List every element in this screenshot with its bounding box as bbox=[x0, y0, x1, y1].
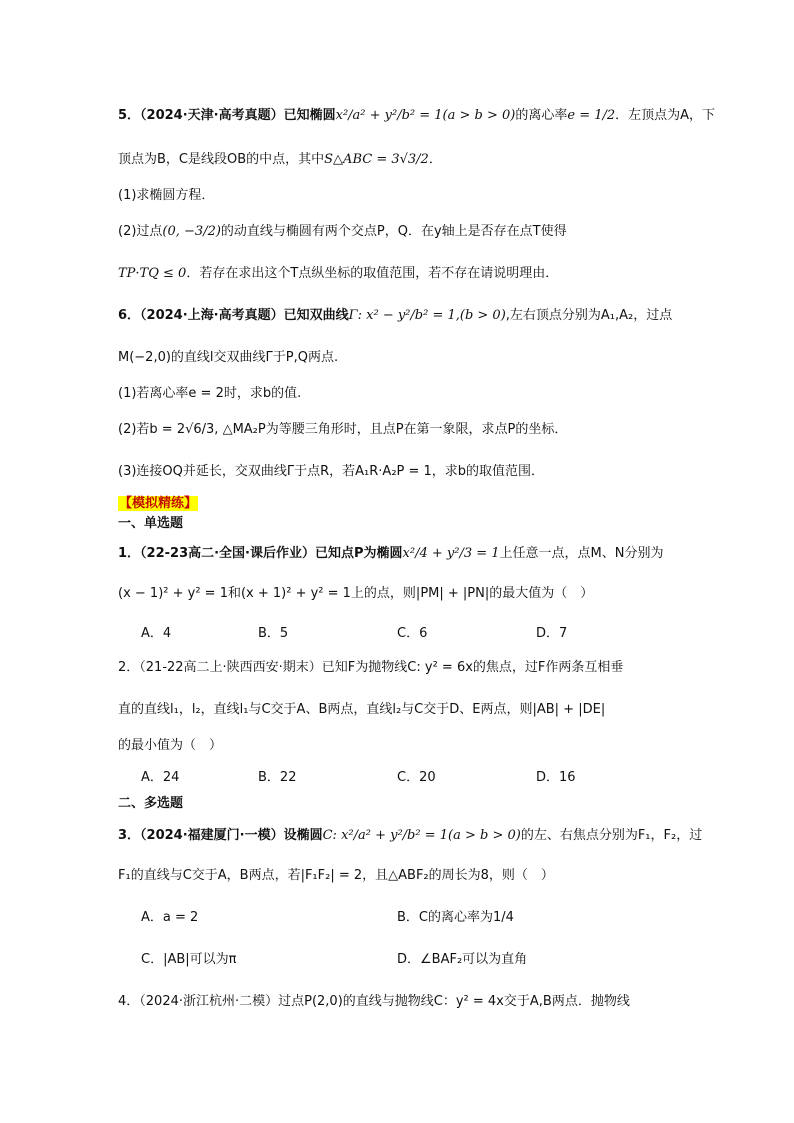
q5-line1 bbox=[118, 106, 715, 126]
m2-line3: 的最小值为（ ） bbox=[118, 738, 223, 753]
q6-line2: M(−2,0)的直线l交双曲线Γ于P,Q两点. bbox=[118, 350, 339, 365]
m3-line2: F₁的直线与C交于A，B两点，若|F₁F₂| = 2，且△ABF₂的周长为8，则（ ） bbox=[118, 868, 554, 883]
m2-option-c: C．20 bbox=[397, 770, 436, 785]
q6-line1 bbox=[118, 306, 672, 326]
m2-option-d: D．16 bbox=[536, 770, 576, 785]
m1-line1 bbox=[118, 544, 663, 564]
m1-option-d: D．7 bbox=[536, 626, 568, 641]
m2-option-b: B．22 bbox=[258, 770, 297, 785]
q5-part2-d: ．若存在求出这个T点纵坐标的取值范围，若不存在请说明理由． bbox=[186, 266, 559, 281]
m3-option-a: A．a = 2 bbox=[141, 910, 199, 925]
section-single-choice: 一、单选题 bbox=[118, 516, 184, 531]
m2-line2: 直的直线l₁，l₂，直线l₁与C交于A、B两点，直线l₂与C交于D、E两点，则|AB| + |DE| bbox=[118, 702, 606, 717]
practice-tag bbox=[118, 494, 198, 514]
q5-lead: 5．（2024·天津·高考真题）已知椭圆 bbox=[118, 108, 336, 123]
q5-end: ．左顶点为A，下 bbox=[615, 108, 716, 123]
m3-line1-end: 的左、右焦点分别为F₁，F₂，过 bbox=[520, 828, 703, 843]
practice-tag-label: 【模拟精练】 bbox=[119, 496, 198, 511]
q5-part1: (1)求椭圆方程． bbox=[118, 188, 215, 203]
q5-part2-b: 的动直线与椭圆有两个交点P，Q．在y轴上是否存在点T使得 bbox=[220, 224, 567, 239]
q5-part2 bbox=[118, 222, 567, 242]
m2-line1: 2．（21-22高二上·陕西西安·期末）已知F为抛物线C: y² = 6x的焦点，过F作两条互相垂 bbox=[118, 660, 624, 675]
q5-line2-end: ． bbox=[428, 152, 442, 167]
q5-area: S△ABC = 3√3/2 bbox=[324, 152, 429, 167]
q5-line2 bbox=[118, 150, 442, 170]
m1-lead: 1．（22-23高二·全国·课后作业）已知点P为椭圆 bbox=[118, 546, 403, 561]
m3-lead: 3．（2024·福建厦门·一模）设椭圆 bbox=[118, 828, 323, 843]
q6-part3: (3)连接OQ并延长，交双曲线Γ于点R，若A₁R·A₂P = 1，求b的取值范围． bbox=[118, 464, 545, 479]
m3-option-d: D．∠BAF₂可以为直角 bbox=[397, 952, 528, 967]
q5-ellipse-eq: x²/a² + y²/b² = 1(a > b > 0) bbox=[335, 108, 516, 123]
section-multi-choice: 二、多选题 bbox=[118, 796, 184, 811]
m4-line1: 4．（2024·浙江杭州·二模）过点P(2,0)的直线与抛物线C：y² = 4x交于A,B两点．抛物线 bbox=[118, 994, 630, 1009]
q6-part1: (1)若离心率e = 2时，求b的值. bbox=[118, 386, 302, 401]
m1-line2: (x − 1)² + y² = 1和(x + 1)² + y² = 1上的点，则|PM| + |PN|的最大值为（ ） bbox=[118, 586, 594, 601]
m1-ellipse-eq: x²/4 + y²/3 = 1 bbox=[402, 546, 500, 561]
q6-part2: (2)若b = 2√6/3, △MA₂P为等腰三角形时，且点P在第一象限，求点P的坐标． bbox=[118, 422, 568, 437]
q6-line1-end: ,左右顶点分别为A₁,A₂，过点 bbox=[505, 308, 673, 323]
q5-part2-cont bbox=[118, 264, 558, 284]
q6-lead: 6．（2024·上海·高考真题）已知双曲线 bbox=[118, 308, 349, 323]
m1-option-b: B．5 bbox=[258, 626, 289, 641]
q5-vector-ineq: TP·TQ ≤ 0 bbox=[118, 266, 187, 281]
q6-hyperbola-eq: Γ: x² − y²/b² = 1,(b > 0) bbox=[348, 308, 506, 323]
q5-point: (0, −3/2) bbox=[162, 224, 221, 239]
m3-option-b: B．C的离心率为1/4 bbox=[397, 910, 514, 925]
m1-option-c: C．6 bbox=[397, 626, 428, 641]
m1-option-a: A．4 bbox=[141, 626, 172, 641]
m3-line1 bbox=[118, 826, 702, 846]
q5-line2-text: 顶点为B，C是线段OB的中点，其中 bbox=[118, 152, 325, 167]
m3-option-c: C．|AB|可以为π bbox=[141, 952, 237, 967]
m1-line1-end: 上任意一点，点M、N分别为 bbox=[499, 546, 664, 561]
m2-option-a: A．24 bbox=[141, 770, 180, 785]
m3-ellipse-eq: C: x²/a² + y²/b² = 1(a > b > 0) bbox=[322, 828, 521, 843]
q5-mid: 的离心率 bbox=[515, 108, 568, 123]
q5-part2-a: (2)过点 bbox=[118, 224, 163, 239]
q5-eccentricity: e = 1/2 bbox=[567, 108, 616, 123]
